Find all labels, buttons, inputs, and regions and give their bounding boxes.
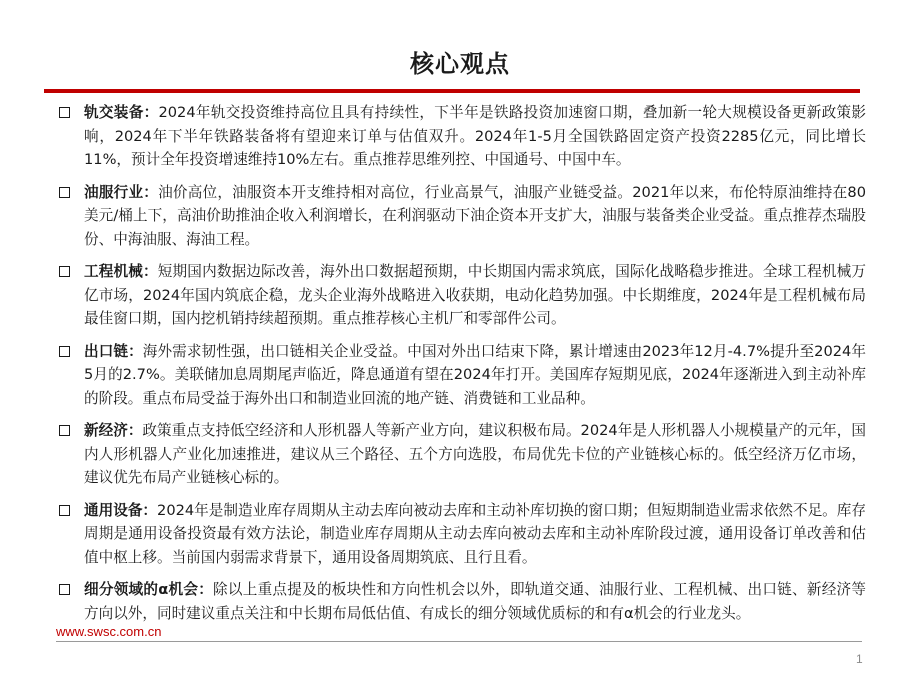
item-text: 2024年是制造业库存周期从主动去库向被动去库和主动补库切换的窗口期；但短期制造业需求依然不足。库存周期是通用设备投资最有效方法论，制造业库存周期从主动去库向被动去库和主动补库阶段过渡，通用设备订单改善和估值中枢上移。当前国内弱需求背景下，通用设备周期筑底、且行且看。 (84, 501, 866, 566)
item-text: 2024年轨交投资维持高位且具有持续性，下半年是铁路投资加速窗口期，叠加新一轮大规模设备更新政策影响，2024年下半年铁路装备将有望迎来订单与估值双升。2024年1-5月全国铁路固定资产投资2285亿元，同比增长11%，预计全年投资增速维持10%左右。重点推荐思维列控、中国通号、中国中车。 (84, 104, 866, 168)
key-points-list (58, 101, 866, 634)
list-item-new-economy (58, 419, 866, 490)
page-number: 1 (856, 652, 863, 666)
list-item-export-chain (58, 340, 866, 411)
square-bullet-icon (59, 425, 70, 436)
item-label: 细分领域的α机会： (84, 581, 214, 598)
title-divider (44, 89, 860, 93)
square-bullet-icon (59, 346, 70, 357)
list-item-rail-equipment (58, 101, 866, 172)
square-bullet-icon (59, 584, 70, 595)
item-text: 油价高位，油服资本开支维持相对高位，行业高景气，油服产业链受益。2021年以来，布伦特原油维持在80美元/桶上下，高油价助推油企收入利润增长，在利润驱动下油企资本开支扩大，油服与装备类企业受益。重点推荐杰瑞股份、中海油服、海油工程。 (84, 183, 866, 248)
square-bullet-icon (59, 187, 70, 198)
list-item-general-equipment (58, 499, 866, 570)
footer-divider (56, 641, 862, 642)
item-text: 短期国内数据边际改善，海外出口数据超预期，中长期国内需求筑底，国际化战略稳步推进。全球工程机械万亿市场，2024年国内筑底企稳，龙头企业海外战略进入收获期，电动化趋势加强。中长期维度，2024年是工程机械布局最佳窗口期，国内挖机销持续超预期。重点推荐核心主机厂和零部件公司。 (84, 263, 866, 327)
item-text: 政策重点支持低空经济和人形机器人等新产业方向，建议积极布局。2024年是人形机器人小规模量产的元年，国内人形机器人产业化加速推进，建议从三个路径、五个方向选股，布局优先卡位的产业链核心标的。低空经济万亿市场，建议优先布局产业链核心标的。 (84, 422, 866, 486)
list-item-construction-machinery (58, 260, 866, 331)
list-item-oil-services (58, 181, 866, 252)
square-bullet-icon (59, 107, 70, 118)
item-label: 轨交装备： (84, 104, 159, 121)
item-label: 油服行业： (84, 183, 159, 201)
item-label: 工程机械： (84, 263, 158, 280)
item-text: 海外需求韧性强，出口链相关企业受益。中国对外出口结束下降，累计增速由2023年12月-4.7%提升至2024年5月的2.7%。美联储加息周期尾声临近，降息通道有望在2024年打开。美国库存短期见底，2024年逐渐进入到主动补库的阶段。重点布局受益于海外出口和制造业回流的地产链、消费链和工业品种。 (84, 342, 866, 407)
page-title: 核心观点 (410, 50, 510, 78)
item-label: 出口链： (84, 342, 143, 360)
item-text: 除以上重点提及的板块性和方向性机会以外，即轨道交通、油服行业、工程机械、出口链、新经济等方向以外，同时建议重点关注和中长期布局低估值、有成长的细分领域优质标的和有α机会的行业龙头。 (84, 581, 866, 622)
footer-url[interactable]: www.swsc.com.cn (56, 624, 162, 639)
item-label: 新经济： (84, 422, 143, 439)
list-item-alpha-opportunities (58, 578, 866, 625)
item-label: 通用设备： (84, 501, 158, 519)
square-bullet-icon (59, 505, 70, 516)
square-bullet-icon (59, 266, 70, 277)
